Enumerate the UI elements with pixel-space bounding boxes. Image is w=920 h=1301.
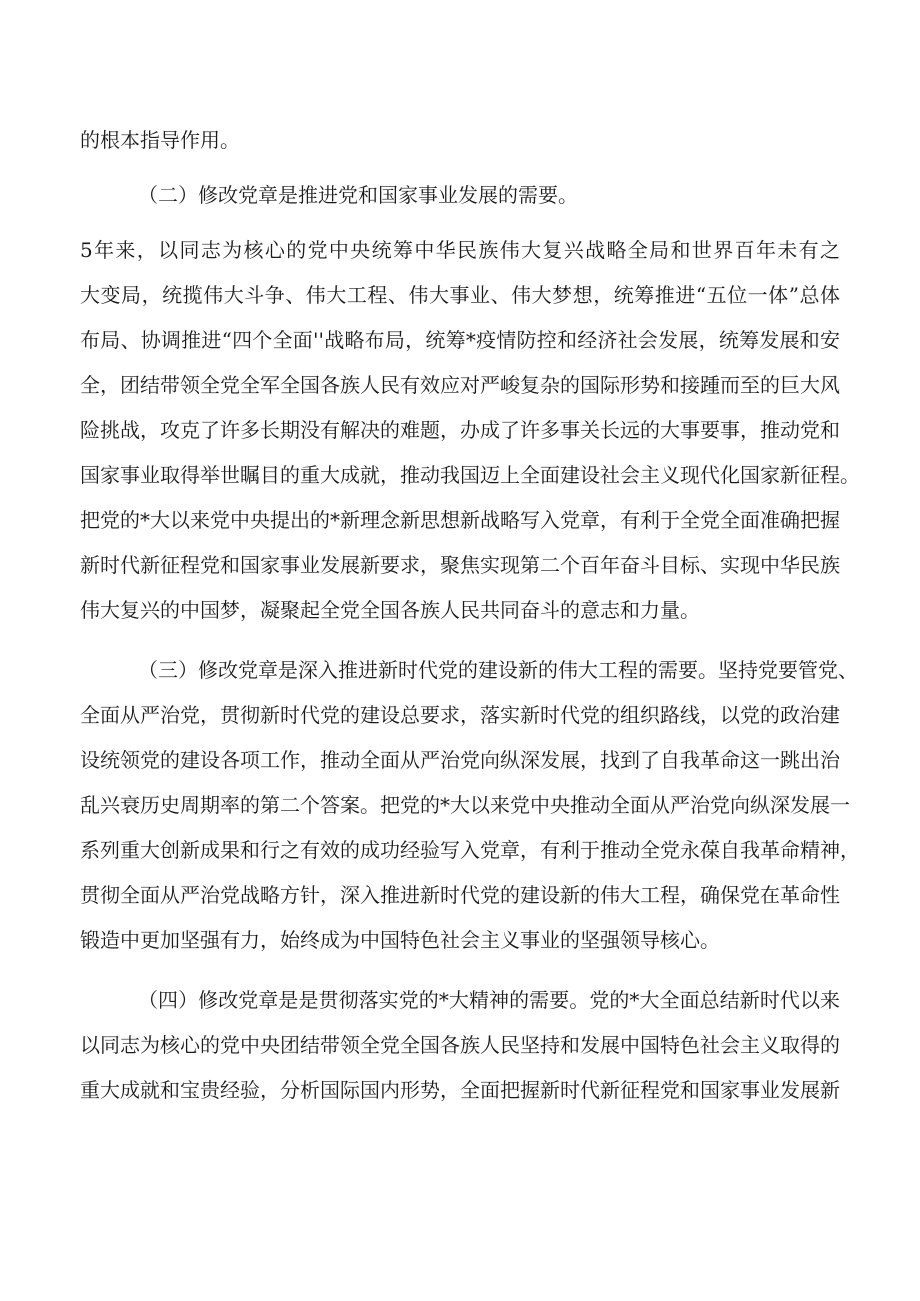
- text-line-21: 重大成就和宝贵经验，分析国际国内形势，全面把握新时代新征程党和国家事业发展新: [80, 1078, 840, 1102]
- text-line-9: 把党的*大以来党中央提出的*新理念新思想新战略写入党章，有利于全党全面准确把握: [80, 508, 840, 532]
- text-line-11: 伟大复兴的中国梦，凝聚起全党全国各族人民共同奋斗的意志和力量。: [80, 598, 700, 622]
- text-line-17: 贯彻全面从严治党战略方针，深入推进新时代党的建设新的伟大工程，确保党在革命性: [80, 883, 840, 907]
- text-line-5: 布局、协调推进“四个全面''战略布局，统筹*疫情防控和经济社会发展，统筹发展和安: [80, 328, 840, 352]
- text-line-6: 全，团结带领全党全军全国各族人民有效应对严峻复杂的国际形势和接踵而至的巨大风: [80, 373, 840, 397]
- text-line-18: 锻造中更加坚强有力，始终成为中国特色社会主义事业的坚强领导核心。: [80, 928, 720, 952]
- text-line-3: 5年来，以同志为核心的党中央统筹中华民族伟大复兴战略全局和世界百年未有之: [80, 238, 840, 262]
- section-heading-2: （二）修改党章是推进党和国家事业发展的需要。: [138, 183, 578, 207]
- text-line-10: 新时代新征程党和国家事业发展新要求，聚焦实现第二个百年奋斗目标、实现中华民族: [80, 553, 840, 577]
- text-line-15: 乱兴衰历史周期率的第二个答案。把党的*大以来党中央推动全面从严治党向纵深发展一: [80, 793, 850, 817]
- section-heading-4: （四）修改党章是是贯彻落实党的*大精神的需要。党的*大全面总结新时代以来: [138, 988, 840, 1012]
- text-line-16: 系列重大创新成果和行之有效的成功经验写入党章，有利于推动全党永葆自我革命精神，: [80, 838, 860, 862]
- text-line-4: 大变局，统揽伟大斗争、伟大工程、伟大事业、伟大梦想，统筹推进“五位一体”总体: [80, 283, 840, 307]
- text-line-7: 险挑战，攻克了许多长期没有解决的难题，办成了许多事关长远的大事要事，推动党和: [80, 418, 840, 442]
- text-line-13: 全面从严治党，贯彻新时代党的建设总要求，落实新时代党的组织路线，以党的政治建: [80, 703, 840, 727]
- section-heading-3: （三）修改党章是深入推进新时代党的建设新的伟大工程的需要。坚持党要管党、: [138, 658, 858, 682]
- text-line-20: 以同志为核心的党中央团结带领全党全国各族人民坚持和发展中国特色社会主义取得的: [80, 1033, 840, 1057]
- text-line-14: 设统领党的建设各项工作，推动全面从严治党向纵深发展，找到了自我革命这一跳出治: [80, 748, 840, 772]
- text-line-1: 的根本指导作用。: [80, 128, 240, 152]
- text-line-8: 国家事业取得举世瞩目的重大成就，推动我国迈上全面建设社会主义现代化国家新征程。: [80, 463, 860, 487]
